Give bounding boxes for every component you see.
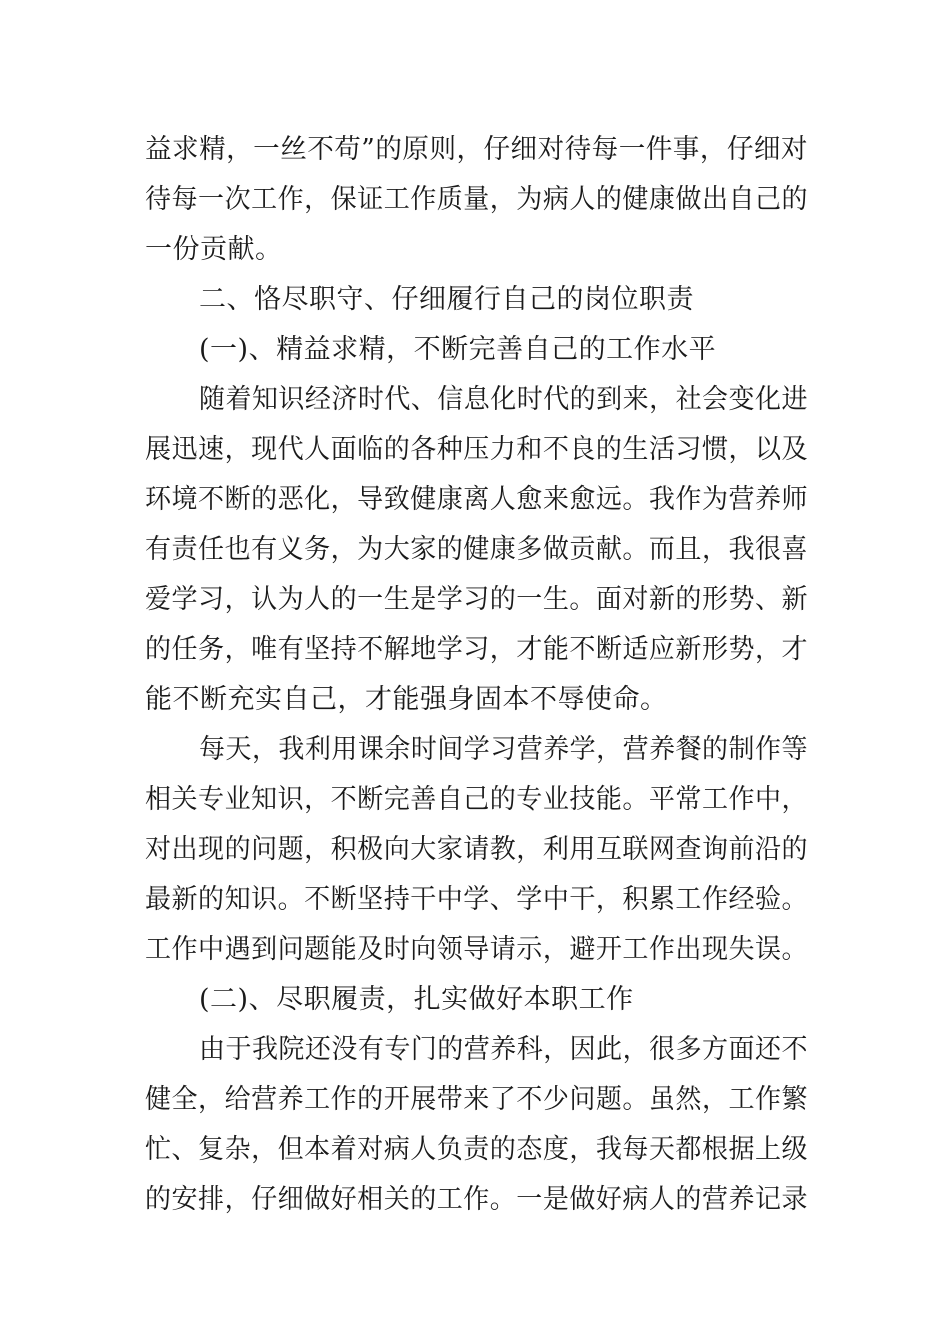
text-line: 待每一次工作，保证工作质量，为病人的健康做出自己的 <box>145 184 809 215</box>
text-line: 工作中遇到问题能及时向领导请示，避开工作出现失误。 <box>145 934 809 965</box>
text-line: 健全，给营养工作的开展带来了不少问题。虽然，工作繁 <box>145 1084 809 1115</box>
text-line: 随着知识经济时代、信息化时代的到来，社会变化进 <box>199 384 808 415</box>
text-line: 忙、复杂，但本着对病人负责的态度，我每天都根据上级 <box>145 1134 809 1165</box>
text-line: 最新的知识。不断坚持干中学、学中干，积累工作经验。 <box>145 884 809 915</box>
text-line: 益求精，一丝不苟”的原则，仔细对待每一件事，仔细对 <box>145 134 808 165</box>
text-line: 每天，我利用课余时间学习营养学，营养餐的制作等 <box>199 734 808 765</box>
text-line: 的安排，仔细做好相关的工作。一是做好病人的营养记录 <box>145 1184 809 1215</box>
text-line: 有责任也有义务，为大家的健康多做贡献。而且，我很喜 <box>145 534 809 565</box>
text-line: 展迅速，现代人面临的各种压力和不良的生活习惯，以及 <box>145 434 809 465</box>
subsection-heading: (一)、精益求精，不断完善自己的工作水平 <box>199 334 717 365</box>
text-line: 由于我院还没有专门的营养科，因此，很多方面还不 <box>199 1034 808 1065</box>
text-line: 的任务，唯有坚持不解地学习，才能不断适应新形势，才 <box>145 634 809 665</box>
section-heading: 二、恪尽职守、仔细履行自己的岗位职责 <box>199 284 694 315</box>
text-line: 能不断充实自己，才能强身固本不辱使命。 <box>145 684 668 715</box>
text-line: 对出现的问题，积极向大家请教，利用互联网查询前沿的 <box>145 834 809 865</box>
text-line: 爱学习，认为人的一生是学习的一生。面对新的形势、新 <box>145 584 809 615</box>
text-line: 环境不断的恶化，导致健康离人愈来愈远。我作为营养师 <box>145 484 809 515</box>
subsection-heading: (二)、尽职履责，扎实做好本职工作 <box>199 984 634 1015</box>
text-line: 相关专业知识，不断完善自己的专业技能。平常工作中， <box>145 784 809 815</box>
text-line: 一份贡献。 <box>145 234 283 265</box>
